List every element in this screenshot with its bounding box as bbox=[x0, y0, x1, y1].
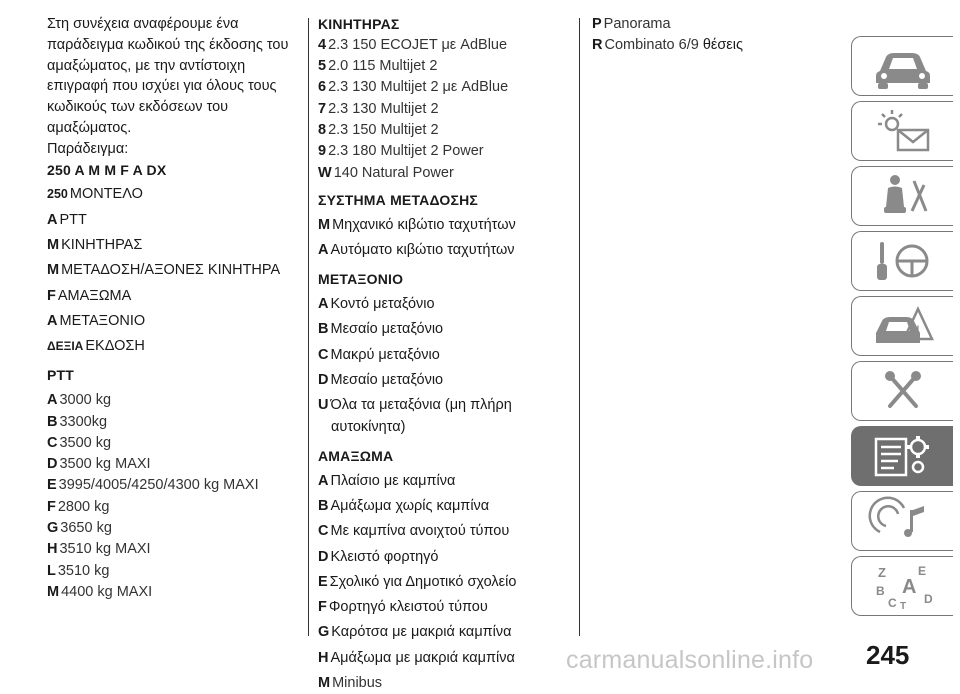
emergency-icon bbox=[868, 301, 938, 351]
legend-row bbox=[47, 286, 299, 307]
transmission-code: M bbox=[318, 216, 331, 233]
body-value: Combinato 6/9 bbox=[604, 37, 699, 54]
body-row bbox=[318, 597, 583, 618]
column-divider bbox=[308, 18, 309, 636]
engine-row bbox=[318, 120, 583, 141]
ptt-row bbox=[47, 454, 299, 475]
body-code: E bbox=[318, 573, 328, 590]
body-value: Με καμπίνα ανοιχτού τύπου bbox=[330, 523, 510, 540]
wheelbase-code: B bbox=[318, 321, 329, 338]
engine-code: 6 bbox=[318, 79, 327, 96]
svg-text:D: D bbox=[923, 592, 933, 606]
column-3 bbox=[592, 14, 822, 57]
ptt-code: B bbox=[47, 413, 58, 430]
body-code: P bbox=[592, 16, 602, 32]
engine-row bbox=[318, 141, 583, 162]
legend-text: ΚΙΝΗΤΗΡΑΣ bbox=[61, 236, 143, 253]
page-number: 245 bbox=[866, 640, 910, 670]
engine-row bbox=[318, 163, 583, 184]
ptt-code: G bbox=[47, 520, 59, 537]
ptt-code: H bbox=[47, 541, 58, 558]
engine-heading: ΚΙΝΗΤΗΡΑΣ bbox=[318, 16, 400, 32]
engine-row bbox=[318, 77, 583, 98]
ptt-value: 2800 kg bbox=[57, 498, 110, 515]
transmission-heading: ΣΥΣΤΗΜΑ ΜΕΤΑΔΟΣΗΣ bbox=[318, 191, 478, 208]
body-code: A bbox=[318, 472, 329, 489]
ptt-code: M bbox=[47, 583, 60, 600]
body-value: Αμάξωμα με μακριά καμπίνα bbox=[330, 649, 515, 666]
engine-value: 2.3 180 Multijet 2 Power bbox=[328, 143, 484, 160]
ptt-value: 3500 kg MAXI bbox=[59, 456, 151, 473]
wheelbase-code: C bbox=[318, 346, 329, 363]
watermark: carmanualsonline.info bbox=[566, 646, 814, 674]
svg-text:E: E bbox=[917, 564, 926, 578]
legend-text: PTT bbox=[59, 211, 87, 228]
ptt-value: 3500 kg bbox=[59, 434, 112, 451]
wheelbase-code: U bbox=[318, 397, 329, 414]
wheelbase-row bbox=[318, 370, 583, 391]
ptt-row bbox=[47, 561, 299, 582]
ptt-value: 3300kg bbox=[59, 413, 108, 430]
svg-text:C: C bbox=[887, 596, 897, 610]
legend-code: A bbox=[47, 211, 58, 228]
engine-value: 140 Natural Power bbox=[333, 164, 454, 181]
engine-code: 9 bbox=[318, 143, 327, 160]
wheelbase-row-continued bbox=[318, 417, 583, 438]
intro-line: Παράδειγμα: bbox=[47, 140, 129, 157]
wheelbase-value: Κοντό μεταξόνιο bbox=[330, 296, 435, 313]
legend-row bbox=[47, 260, 299, 281]
body-heading: ΑΜΑΞΩΜΑ bbox=[318, 447, 394, 464]
svg-text:Z: Z bbox=[877, 565, 886, 580]
ptt-row bbox=[47, 475, 299, 496]
wheelbase-heading: ΜΕΤΑΞΟΝΙΟ bbox=[318, 271, 404, 288]
ptt-row bbox=[47, 497, 299, 518]
body-code: H bbox=[318, 649, 329, 666]
body-row bbox=[318, 547, 583, 568]
body-row bbox=[318, 496, 583, 517]
safety-icon bbox=[868, 171, 938, 221]
body-value-extra: θέσεις bbox=[702, 37, 743, 54]
wheelbase-value: Μεσαίο μεταξόνιο bbox=[330, 321, 444, 338]
column-divider bbox=[579, 18, 580, 636]
engine-list bbox=[318, 35, 583, 184]
ptt-row bbox=[47, 412, 299, 433]
tab-emergency[interactable] bbox=[851, 296, 953, 356]
transmission-row bbox=[318, 215, 583, 236]
wheelbase-code: D bbox=[318, 371, 329, 388]
legend-text: ΜΕΤΑΔΟΣΗ/ΑΞΟΝΕΣ ΚΙΝΗΤΗΡΑ bbox=[61, 262, 281, 279]
svg-text:!: ! bbox=[915, 322, 920, 338]
ptt-row bbox=[47, 518, 299, 539]
intro-line: αμαξώματος. bbox=[47, 119, 132, 136]
ptt-value: 3000 kg bbox=[59, 392, 112, 409]
technical-data-icon bbox=[868, 431, 938, 481]
wheelbase-row bbox=[318, 319, 583, 340]
ptt-value: 3510 kg MAXI bbox=[59, 541, 151, 558]
intro-text bbox=[47, 14, 299, 160]
body-row bbox=[318, 622, 583, 643]
body-value: Πλαίσιο με καμπίνα bbox=[330, 472, 456, 489]
wheelbase-value: Όλα τα μεταξόνια (μη πλήρη bbox=[330, 397, 512, 414]
tab-safety[interactable] bbox=[851, 166, 953, 226]
multimedia-icon bbox=[868, 496, 938, 546]
engine-value: 2.3 150 ECOJET με AdBlue bbox=[328, 36, 508, 53]
body-code: B bbox=[318, 497, 329, 514]
engine-code: 4 bbox=[318, 36, 327, 53]
engine-value: 2.3 130 Multijet 2 με AdBlue bbox=[328, 79, 509, 96]
engine-row bbox=[318, 99, 583, 120]
transmission-value: Αυτόματο κιβώτιο ταχυτήτων bbox=[330, 241, 515, 258]
engine-value: 2.3 150 Multijet 2 bbox=[328, 121, 439, 138]
body-row bbox=[318, 572, 583, 593]
body-row bbox=[318, 673, 583, 694]
wheelbase-code: A bbox=[318, 296, 329, 313]
ptt-list bbox=[47, 390, 299, 602]
legend-row bbox=[47, 336, 299, 357]
wheelbase-value-continued: αυτοκίνητα) bbox=[331, 418, 406, 435]
legend-row bbox=[47, 210, 299, 231]
tab-technical-data[interactable] bbox=[851, 426, 953, 486]
legend-row bbox=[47, 235, 299, 256]
tab-steering[interactable] bbox=[851, 231, 953, 291]
body-row bbox=[318, 471, 583, 492]
column-1 bbox=[47, 14, 299, 603]
body-code: F bbox=[318, 599, 327, 616]
ptt-value: 3995/4005/4250/4300 kg MAXI bbox=[58, 477, 259, 494]
ptt-value: 3510 kg bbox=[57, 562, 110, 579]
ptt-row bbox=[47, 390, 299, 411]
ptt-code: C bbox=[47, 434, 58, 451]
column-2 bbox=[318, 14, 583, 694]
engine-code: 7 bbox=[318, 100, 327, 117]
engine-row bbox=[318, 56, 583, 77]
svg-text:T: T bbox=[899, 601, 906, 611]
ptt-value: 3650 kg bbox=[60, 520, 112, 537]
body-value: Κλειστό φορτηγό bbox=[330, 548, 439, 565]
maintenance-icon bbox=[868, 366, 938, 416]
ptt-code: L bbox=[47, 562, 56, 579]
body-value: Φορτηγό κλειστού τύπου bbox=[328, 599, 488, 616]
ptt-row bbox=[47, 539, 299, 560]
tab-index[interactable] bbox=[851, 556, 953, 616]
engine-code: 5 bbox=[318, 58, 327, 75]
wheelbase-row bbox=[318, 395, 583, 416]
transmission-code: A bbox=[318, 241, 329, 258]
legend-row bbox=[47, 184, 299, 205]
intro-line: Στη συνέχεια αναφέρουμε ένα bbox=[47, 16, 239, 32]
legend-text: ΕΚΔΟΣΗ bbox=[85, 338, 145, 355]
body-value: Αμάξωμα χωρίς καμπίνα bbox=[330, 497, 490, 514]
ptt-value: 4400 kg MAXI bbox=[61, 583, 153, 600]
body-code: C bbox=[318, 523, 329, 540]
intro-line: κωδικούς των εκδόσεων του bbox=[47, 99, 229, 116]
engine-row bbox=[318, 35, 583, 56]
engine-value: 2.3 130 Multijet 2 bbox=[328, 100, 439, 117]
tab-warning-lights[interactable] bbox=[851, 101, 953, 161]
body-value: Panorama bbox=[603, 16, 671, 32]
svg-text:B: B bbox=[875, 584, 885, 598]
body-row bbox=[592, 14, 822, 35]
engine-value: 2.0 115 Multijet 2 bbox=[328, 58, 438, 75]
steering-icon bbox=[868, 236, 938, 286]
engine-code: W bbox=[318, 164, 332, 181]
intro-line: παράδειγμα κωδικού της έκδοσης του bbox=[47, 36, 289, 53]
chapter-tabs bbox=[851, 36, 960, 621]
legend-text: ΜΕΤΑΞΟΝΙΟ bbox=[59, 312, 146, 329]
legend-row bbox=[47, 311, 299, 332]
ptt-row bbox=[47, 582, 299, 603]
wheelbase-row bbox=[318, 294, 583, 315]
tab-maintenance[interactable] bbox=[851, 361, 953, 421]
wheelbase-row bbox=[318, 345, 583, 366]
wheelbase-value: Μακρύ μεταξόνιο bbox=[330, 346, 440, 363]
ptt-heading: PTT bbox=[47, 367, 75, 384]
transmission-row bbox=[318, 240, 583, 261]
warning-lights-icon bbox=[868, 106, 938, 156]
body-value: Minibus bbox=[332, 675, 383, 692]
code-legend bbox=[47, 184, 299, 357]
tab-car[interactable] bbox=[851, 36, 953, 96]
body-code: M bbox=[318, 675, 331, 692]
ptt-code: A bbox=[47, 392, 58, 409]
ptt-code: F bbox=[47, 498, 56, 515]
body-value: Καρότσα με μακριά καμπίνα bbox=[331, 624, 512, 641]
body-row bbox=[318, 648, 583, 669]
body-code: R bbox=[592, 37, 603, 54]
body-code: G bbox=[318, 624, 330, 641]
ptt-row bbox=[47, 433, 299, 454]
engine-code: 8 bbox=[318, 121, 327, 138]
legend-code: 250 bbox=[47, 187, 68, 202]
legend-code: ΔΕΞΙΑ bbox=[47, 339, 84, 354]
example-code: 250 A M M F A DX bbox=[47, 161, 167, 178]
index-icon bbox=[868, 561, 938, 611]
transmission-value: Μηχανικό κιβώτιο ταχυτήτων bbox=[332, 216, 516, 233]
legend-code: F bbox=[47, 287, 56, 304]
legend-text: ΑΜΑΞΩΜΑ bbox=[57, 287, 132, 304]
intro-line: αμαξώματος, με την αντίστοιχη bbox=[47, 57, 246, 74]
body-code: D bbox=[318, 548, 329, 565]
svg-text:A: A bbox=[901, 576, 916, 598]
tab-multimedia[interactable] bbox=[851, 491, 953, 551]
ptt-code: E bbox=[47, 477, 57, 494]
body-row bbox=[318, 521, 583, 542]
car-icon bbox=[868, 41, 938, 91]
intro-line: επιγραφή που ισχύει για όλους τους bbox=[47, 78, 277, 95]
legend-code: A bbox=[47, 312, 58, 329]
ptt-code: D bbox=[47, 456, 58, 473]
legend-text: ΜΟΝΤΕΛΟ bbox=[69, 186, 143, 203]
legend-code: M bbox=[47, 236, 60, 253]
body-value: Σχολικό για Δημοτικό σχολείο bbox=[329, 573, 517, 590]
wheelbase-value: Μεσαίο μεταξόνιο bbox=[330, 371, 444, 388]
legend-code: M bbox=[47, 262, 60, 279]
body-row bbox=[592, 35, 822, 56]
